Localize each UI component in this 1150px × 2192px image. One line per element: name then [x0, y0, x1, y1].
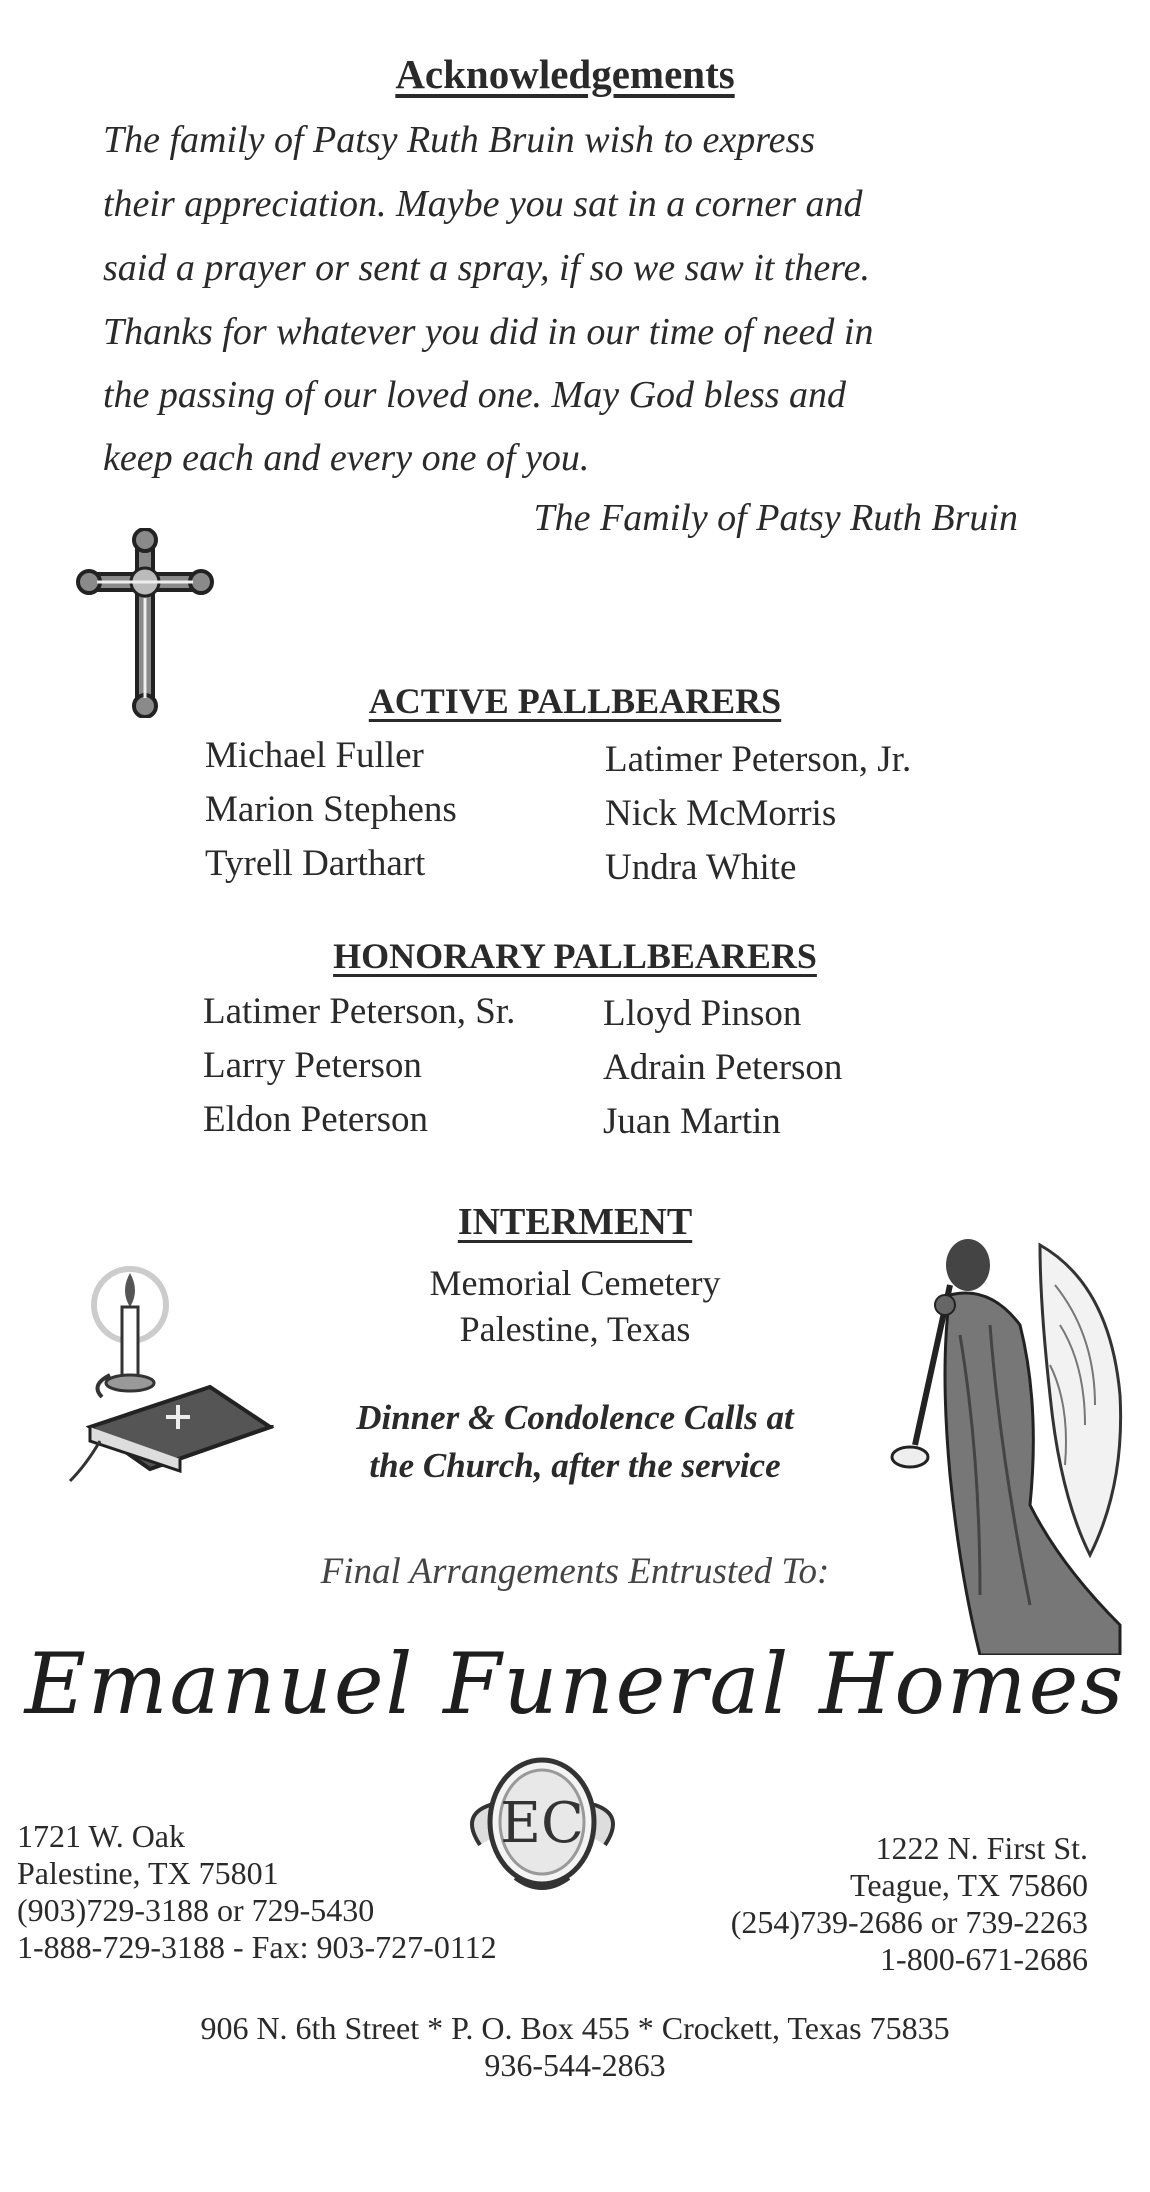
active-pallbearer-name: Michael Fuller — [205, 735, 424, 776]
dinner-line-1: Dinner & Condolence Calls at — [356, 1398, 794, 1437]
ack-line-3: said a prayer or sent a spray, if so we saw it there. — [103, 247, 871, 289]
footer — [0, 2010, 1150, 2084]
ack-line-5: the passing of our loved one. May God bless and — [103, 374, 847, 416]
address-right-phone: (254)739-2686 or 739-2263 — [730, 1904, 1088, 1940]
address-right — [731, 1830, 1088, 1978]
interment-location: Palestine, Texas — [459, 1309, 691, 1349]
active-pallbearer-name: Marion Stephens — [205, 789, 457, 830]
final-arrangements-label: Final Arrangements Entrusted To: — [320, 1551, 830, 1592]
active-pallbearer-name: Undra White — [605, 847, 797, 888]
svg-text:EC: EC — [500, 1791, 584, 1856]
footer-phone: 936-544-2863 — [484, 2047, 666, 2083]
honorary-pallbearer-name: Juan Martin — [603, 1101, 781, 1142]
address-left-city: Palestine, TX 75801 — [17, 1855, 279, 1891]
address-left-tollfree-fax: 1-888-729-3188 - Fax: 903-727-0112 — [17, 1929, 497, 1965]
ack-line-1: The family of Patsy Ruth Bruin wish to express — [103, 119, 816, 161]
honorary-pallbearer-name: Lloyd Pinson — [603, 993, 802, 1034]
active-pallbearer-name: Latimer Peterson, Jr. — [605, 739, 912, 780]
interment-cemetery: Memorial Cemetery — [429, 1263, 721, 1303]
active-pallbearer-name: Nick McMorris — [605, 793, 837, 834]
ack-line-4: Thanks for whatever you did in our time of need in — [103, 311, 874, 353]
footer-address: 906 N. 6th Street * P. O. Box 455 * Crockett, Texas 75835 — [200, 2010, 950, 2046]
honorary-pallbearers-title: HONORARY PALLBEARERS — [333, 936, 817, 976]
address-left-street: 1721 W. Oak — [17, 1818, 185, 1854]
active-pallbearers-title: ACTIVE PALLBEARERS — [368, 681, 782, 721]
ack-line-2: their appreciation. Maybe you sat in a corner and — [103, 183, 863, 225]
address-left-phone: (903)729-3188 or 729-5430 — [17, 1892, 375, 1928]
acknowledgements-title: Acknowledgements — [395, 51, 735, 97]
funeral-home-name: Emanuel Funeral Homes — [24, 1635, 1126, 1733]
acknowledgements-signature: The Family of Patsy Ruth Bruin — [533, 497, 1018, 539]
address-right-tollfree: 1-800-671-2686 — [880, 1941, 1088, 1977]
address-right-city: Teague, TX 75860 — [850, 1867, 1088, 1903]
dinner-line-2: the Church, after the service — [369, 1446, 781, 1485]
honorary-pallbearer-name: Adrain Peterson — [603, 1047, 843, 1088]
honorary-pallbearer-name: Eldon Peterson — [203, 1099, 429, 1140]
honorary-pallbearer-name: Larry Peterson — [203, 1045, 422, 1086]
address-left — [17, 1818, 497, 1966]
ack-line-6: keep each and every one of you. — [103, 437, 590, 479]
active-pallbearer-name: Tyrell Darthart — [205, 843, 426, 884]
honorary-pallbearer-name: Latimer Peterson, Sr. — [203, 991, 516, 1032]
address-right-street: 1222 N. First St. — [875, 1830, 1088, 1866]
interment-title: INTERMENT — [457, 1201, 693, 1243]
